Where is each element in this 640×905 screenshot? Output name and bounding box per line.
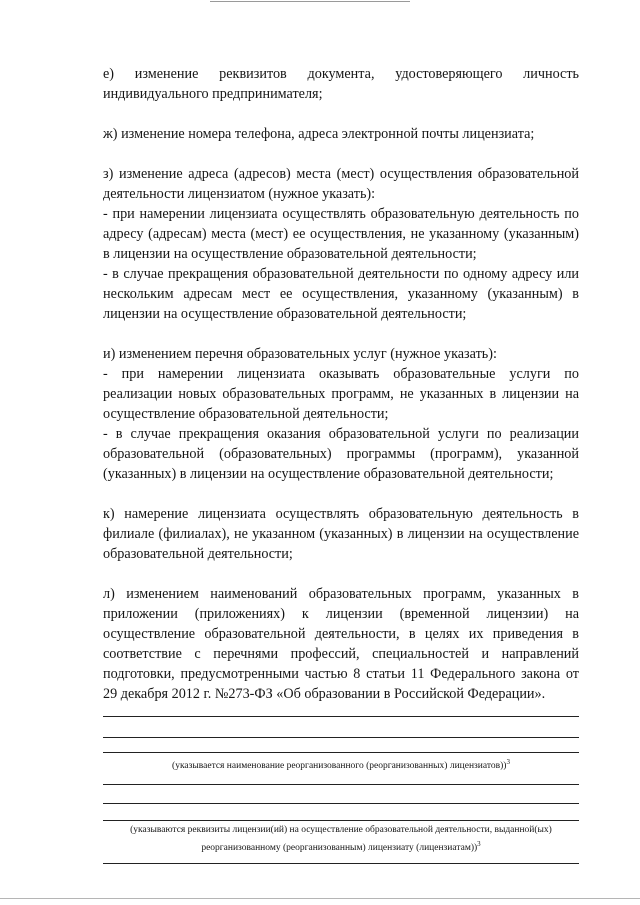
fill-line: [103, 752, 579, 753]
item-z-option-2: - в случае прекращения образовательной деятельности по одному адресу или нескольким адресам мест ее осуществления, указанному (указанным) в лицензии на осуществление образовательной деятельности;: [103, 266, 579, 322]
document-body: [103, 64, 579, 864]
item-e: е) изменение реквизитов документа, удостоверяющего личность индивидуального предпринимателя;: [103, 66, 579, 102]
fill-line: [103, 820, 579, 821]
fill-line: [103, 803, 579, 804]
bottom-edge-rule: [0, 898, 640, 899]
item-z-intro: з) изменение адреса (адресов) места (мест) осуществления образовательной деятельности лицензиатом (нужное указать):: [103, 166, 579, 202]
fill-line: [103, 716, 579, 717]
caption-reorganized-name: (указывается наименование реорганизованного (реорганизованных) лицензиатов))$^3$: [172, 758, 510, 772]
item-i-option-2: - в случае прекращения оказания образовательной услуги по реализации образовательной (образовательных) программы (программ), указанной (указанных) в лицензии на осуществление образовательной деятельности;: [103, 426, 579, 482]
top-edge-rule: [210, 1, 410, 2]
fill-line: [103, 863, 579, 864]
item-i-intro: и) изменением перечня образовательных услуг (нужное указать):: [103, 346, 497, 362]
item-l: л) изменением наименований образовательных программ, указанных в приложении (приложениях) к лицензии (временной лицензии) на осуществление образовательной деятельности, в целях их приведения в соответствие с перечнями профессий, специальностей и направлений подготовки, предусмотренными частью 8 статьи 11 Федерального закона от 29 декабря 2012 г. №273-ФЗ «Об образовании в Российской Федерации».: [103, 586, 579, 702]
item-z-option-1: - при намерении лицензиата осуществлять образовательную деятельность по адресу (адресам) места (мест) ее осуществления, не указанному (указанным) в лицензии на осуществление образовательной деятельности;: [103, 206, 579, 262]
item-zh: ж) изменение номера телефона, адреса электронной почты лицензиата;: [103, 126, 535, 142]
item-k: к) намерение лицензиата осуществлять образовательную деятельность в филиале (филиалах), не указанном (указанных) в лицензии на осуществление образовательной деятельности;: [103, 506, 579, 562]
fill-line: [103, 737, 579, 738]
caption-license-details: (указываются реквизиты лицензии(ий) на осуществление образовательной деятельности, выданной(ых) реорганизованному (реорганизованным) лицензиату (лицензиатам))$^3$: [130, 825, 552, 854]
item-i-option-1: - при намерении лицензиата оказывать образовательные услуги по реализации новых образовательных программ, не указанных в лицензии на осуществление образовательной деятельности;: [103, 366, 579, 422]
fill-line: [103, 784, 579, 785]
